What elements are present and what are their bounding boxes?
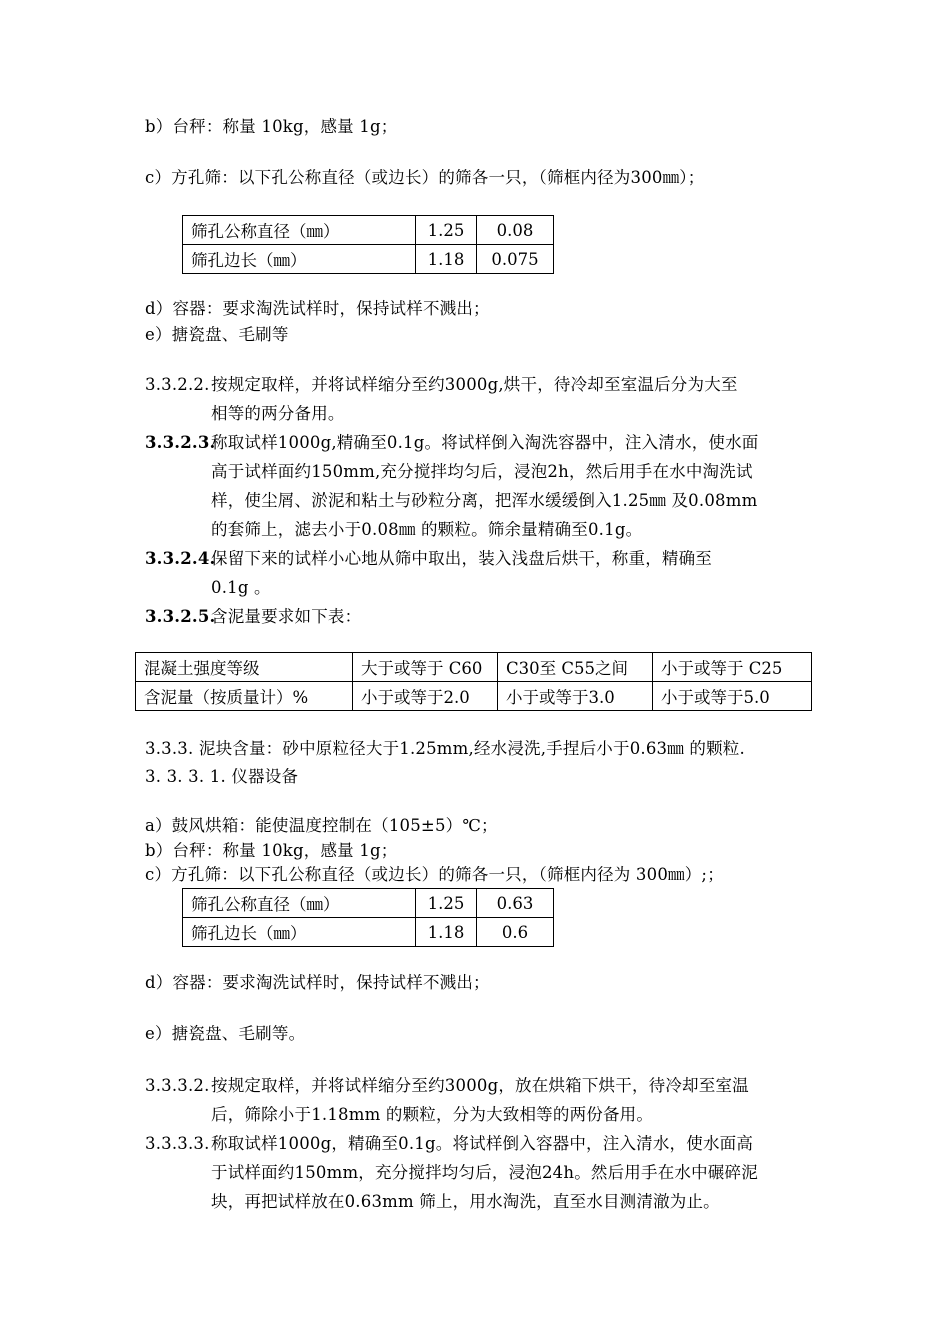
table-cell: 小于或等于3.0 (498, 682, 653, 711)
step-text: 的套筛上，滤去小于0.08㎜ 的颗粒。筛余量精确至0.1g。 (211, 520, 643, 539)
table-row (183, 889, 554, 918)
item-e-tray: e）搪瓷盘、毛刷等 (145, 325, 289, 344)
step-text: 含泥量要求如下表： (211, 607, 362, 626)
step-text: 称取试样1000g,精确至0.1g。将试样倒入淘洗容器中，注入清水，使水面 (211, 433, 759, 452)
mud-content-table (135, 652, 812, 711)
item-a-oven: a）鼓风烘箱：能使温度控制在（105±5）℃； (145, 816, 498, 835)
step-text: 后，筛除小于1.18mm 的颗粒，分为大致相等的两份备用。 (211, 1105, 654, 1124)
step-text: 高于试样面约150mm,充分搅拌均匀后，浸泡2h，然后用手在水中淘洗试 (211, 462, 753, 481)
step-number: 3.3.2.5. (145, 607, 216, 626)
sieve-table-1 (182, 215, 554, 274)
table-cell: 筛孔边长（㎜） (183, 918, 416, 947)
step-text: 按规定取样，并将试样缩分至约3000g,烘干，待冷却至室温后分为大至 (211, 375, 738, 394)
table-cell: 0.075 (477, 245, 554, 274)
table-row (136, 682, 812, 711)
sieve-table-2 (182, 888, 554, 947)
item-e-tray: e）搪瓷盘、毛刷等。 (145, 1024, 306, 1043)
table-cell: 筛孔公称直径（㎜） (183, 889, 416, 918)
table-cell: 1.18 (416, 918, 477, 947)
step-number: 3.3.3.3. (145, 1134, 210, 1153)
item-d-container: d）容器：要求淘洗试样时，保持试样不溅出； (145, 299, 490, 318)
item-b-scale: b）台秤：称量 10kg，感量 1g； (145, 841, 398, 860)
table-cell: 含泥量（按质量计）% (136, 682, 353, 711)
table-cell: 0.08 (477, 216, 554, 245)
table-header-cell: C30至 C55之间 (498, 653, 653, 682)
step-number: 3.3.3.2. (145, 1076, 210, 1095)
table-header-cell: 混凝土强度等级 (136, 653, 353, 682)
step-number: 3.3.2.2. (145, 375, 210, 394)
table-cell: 筛孔公称直径（㎜） (183, 216, 416, 245)
step-text: 按规定取样，并将试样缩分至约3000g，放在烘箱下烘干，待冷却至室温 (211, 1076, 749, 1095)
step-text: 相等的两分备用。 (211, 404, 345, 423)
step-text: 称取试样1000g，精确至0.1g。将试样倒入容器中，注入清水，使水面高 (211, 1134, 754, 1153)
subsection-heading: 3. 3. 3. 1. 仪器设备 (145, 767, 299, 786)
table-header-cell: 大于或等于 C60 (353, 653, 498, 682)
table-row (136, 653, 812, 682)
table-cell: 1.18 (416, 245, 477, 274)
table-header-cell: 小于或等于 C25 (653, 653, 812, 682)
table-cell: 筛孔边长（㎜） (183, 245, 416, 274)
step-text: 0.1g 。 (211, 578, 271, 597)
table-cell: 小于或等于5.0 (653, 682, 812, 711)
table-cell: 0.6 (477, 918, 554, 947)
table-row (183, 245, 554, 274)
table-cell: 1.25 (416, 889, 477, 918)
step-text: 保留下来的试样小心地从筛中取出，装入浅盘后烘干，称重，精确至 (211, 549, 712, 568)
step-text: 块，再把试样放在0.63mm 筛上，用水淘洗，直至水目测清澈为止。 (211, 1192, 720, 1211)
item-b-scale: b）台秤：称量 10kg，感量 1g； (145, 117, 398, 136)
step-number: 3.3.2.3. (145, 433, 216, 452)
table-row (183, 918, 554, 947)
section-heading: 3.3.3. 泥块含量：砂中原粒径大于1.25mm,经水浸洗,手捏后小于0.63㎜ 的颗粒. (145, 739, 745, 758)
table-cell: 1.25 (416, 216, 477, 245)
table-cell: 0.63 (477, 889, 554, 918)
table-cell: 小于或等于2.0 (353, 682, 498, 711)
step-number: 3.3.2.4. (145, 549, 216, 568)
step-text: 于试样面约150mm，充分搅拌均匀后，浸泡24h。然后用手在水中碾碎泥 (211, 1163, 758, 1182)
table-row (183, 216, 554, 245)
item-c-sieve: c）方孔筛：以下孔公称直径（或边长）的筛各一只，（筛框内径为 300㎜）;； (145, 865, 724, 884)
step-text: 样，使尘屑、淤泥和粘土与砂粒分离，把浑水缓缓倒入1.25㎜ 及0.08mm (211, 491, 758, 510)
item-d-container: d）容器：要求淘洗试样时，保持试样不溅出； (145, 973, 490, 992)
item-c-sieve: c）方孔筛：以下孔公称直径（或边长）的筛各一只，（筛框内径为300㎜）； (145, 168, 705, 187)
